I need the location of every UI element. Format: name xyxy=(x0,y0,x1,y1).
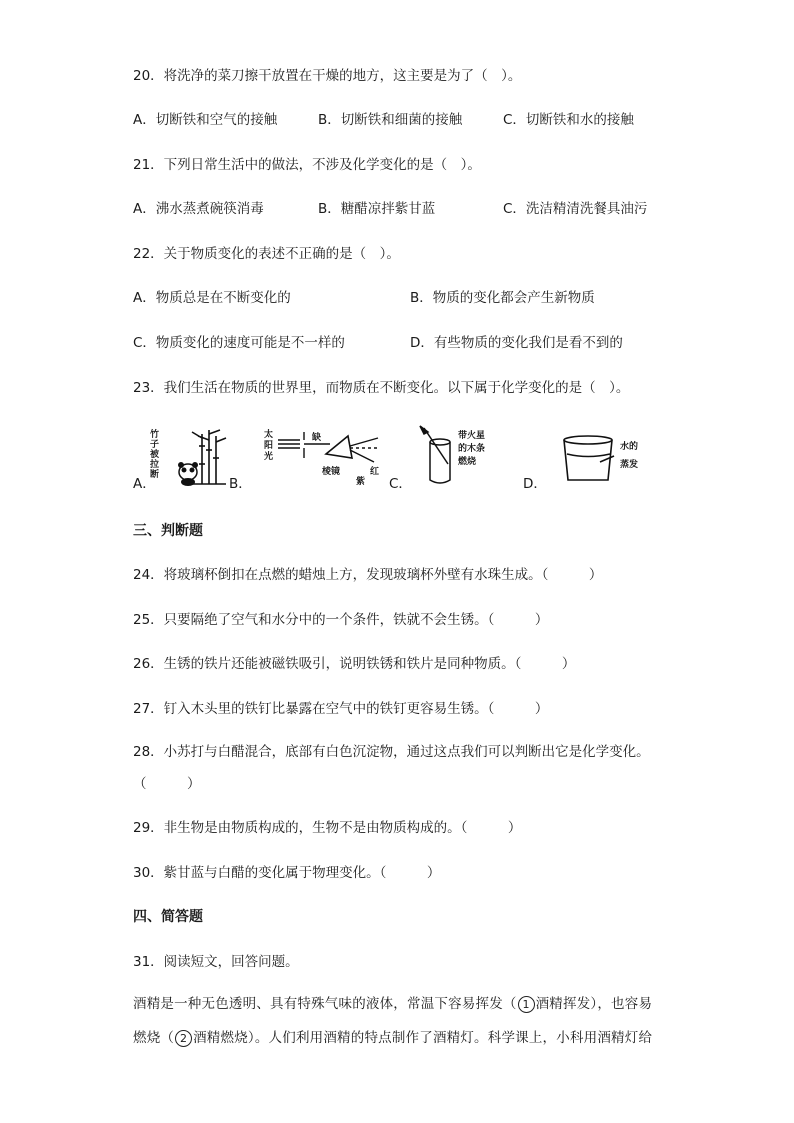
judgment-29: 29．非生物是由物质构成的，生物不是由物质构成的。（ ） xyxy=(133,820,522,836)
q31-passage xyxy=(133,987,673,1055)
q31-text-2a: 燃烧（ xyxy=(133,1030,175,1046)
q20-option-c: C．切断铁和水的接触 xyxy=(503,112,634,128)
section-short-answer-heading: 四、简答题 xyxy=(133,909,203,925)
q21-option-b: B．糖醋凉拌紫甘蓝 xyxy=(318,201,436,217)
judgment-28-blank: （ ） xyxy=(133,776,201,792)
bamboo-panda-illustration xyxy=(148,428,228,490)
judgment-30: 30．紫甘蓝与白醋的变化属于物理变化。（ ） xyxy=(133,865,441,881)
q22-option-a: A．物质总是在不断变化的 xyxy=(133,290,291,306)
fig-a-char-5: 断 xyxy=(150,470,160,480)
judgment-25: 25．只要隔绝了空气和水分中的一个条件，铁就不会生锈。（ ） xyxy=(133,612,549,628)
fig-b-sun-1: 太 xyxy=(264,430,274,440)
fig-a-char-4: 拉 xyxy=(150,460,160,470)
fig-b-purple-label: 紫 xyxy=(356,477,366,487)
q23-figure-b-prism xyxy=(264,428,382,486)
circled-number-1: 1 xyxy=(518,996,535,1013)
q21-option-c: C．洗洁精清洗餐具油污 xyxy=(503,201,648,217)
q31-passage-line-1 xyxy=(133,987,673,1021)
q22-stem: 22．关于物质变化的表述不正确的是（ ）。 xyxy=(133,246,400,262)
q21-option-a: A．沸水蒸煮碗筷消毒 xyxy=(133,201,264,217)
fig-a-char-1: 竹 xyxy=(150,430,160,440)
q21-stem: 21．下列日常生活中的做法，不涉及化学变化的是（ ）。 xyxy=(133,157,481,173)
fig-d-line-2: 蒸发 xyxy=(620,460,639,470)
judgment-28: 28．小苏打与白醋混合，底部有白色沉淀物，通过这点我们可以判断出它是化学变化。 xyxy=(133,744,650,760)
q31-text-1b: 酒精挥发），也容易 xyxy=(535,996,653,1012)
fig-c-line-2: 的木条 xyxy=(458,444,486,454)
q23-label-a: A． xyxy=(133,476,156,492)
fig-c-line-3: 燃烧 xyxy=(458,457,477,467)
judgment-24: 24．将玻璃杯倒扣在点燃的蜡烛上方，发现玻璃杯外壁有水珠生成。（ ） xyxy=(133,567,603,583)
q22-option-c: C．物质变化的速度可能是不一样的 xyxy=(133,335,345,351)
fig-b-red-label: 红 xyxy=(370,467,380,477)
q31-text-2b: 酒精燃烧）。人们利用酒精的特点制作了酒精灯。科学课上，小科用酒精灯给 xyxy=(193,1030,653,1046)
fig-c-line-1: 带火星 xyxy=(458,431,486,441)
fig-a-char-3: 被 xyxy=(150,450,160,460)
q23-stem: 23．我们生活在物质的世界里，而物质在不断变化。以下属于化学变化的是（ ）。 xyxy=(133,380,630,396)
q23-label-d: D． xyxy=(523,476,547,492)
circled-number-2: 2 xyxy=(175,1030,192,1047)
q23-label-c: C． xyxy=(389,476,412,492)
q23-label-b: B． xyxy=(229,476,252,492)
judgment-26: 26．生锈的铁片还能被磁铁吸引，说明铁锈和铁片是同种物质。（ ） xyxy=(133,656,576,672)
beaker-illustration xyxy=(560,432,616,484)
fig-d-line-1: 水的 xyxy=(620,442,639,452)
q31-passage-line-2 xyxy=(133,1021,673,1055)
q22-option-d: D．有些物质的变化我们是看不到的 xyxy=(410,335,623,351)
q31-stem: 31．阅读短文，回答问题。 xyxy=(133,954,299,970)
fig-b-sun-3: 光 xyxy=(264,452,274,462)
q23-figure-c-burning-stick xyxy=(418,424,508,488)
fig-b-sun-2: 阳 xyxy=(264,441,274,451)
q23-figure-a-bamboo xyxy=(148,428,228,490)
q20-option-a: A．切断铁和空气的接触 xyxy=(133,112,278,128)
fig-a-char-2: 子 xyxy=(150,440,160,450)
section-judgment-heading: 三、判断题 xyxy=(133,523,203,539)
judgment-27: 27．钉入木头里的铁钉比暴露在空气中的铁钉更容易生锈。（ ） xyxy=(133,701,549,717)
q22-option-b: B．物质的变化都会产生新物质 xyxy=(410,290,595,306)
fig-b-slit-label: 缺 xyxy=(312,433,322,443)
q23-figure-d-evaporation xyxy=(560,432,650,484)
q31-text-1a: 酒精是一种无色透明、具有特殊气味的液体，常温下容易挥发（ xyxy=(133,996,517,1012)
fig-b-prism-label: 棱镜 xyxy=(322,467,341,477)
q20-option-b: B．切断铁和细菌的接触 xyxy=(318,112,463,128)
q20-stem: 20．将洗净的菜刀擦干放置在干燥的地方，这主要是为了（ ）。 xyxy=(133,68,522,84)
